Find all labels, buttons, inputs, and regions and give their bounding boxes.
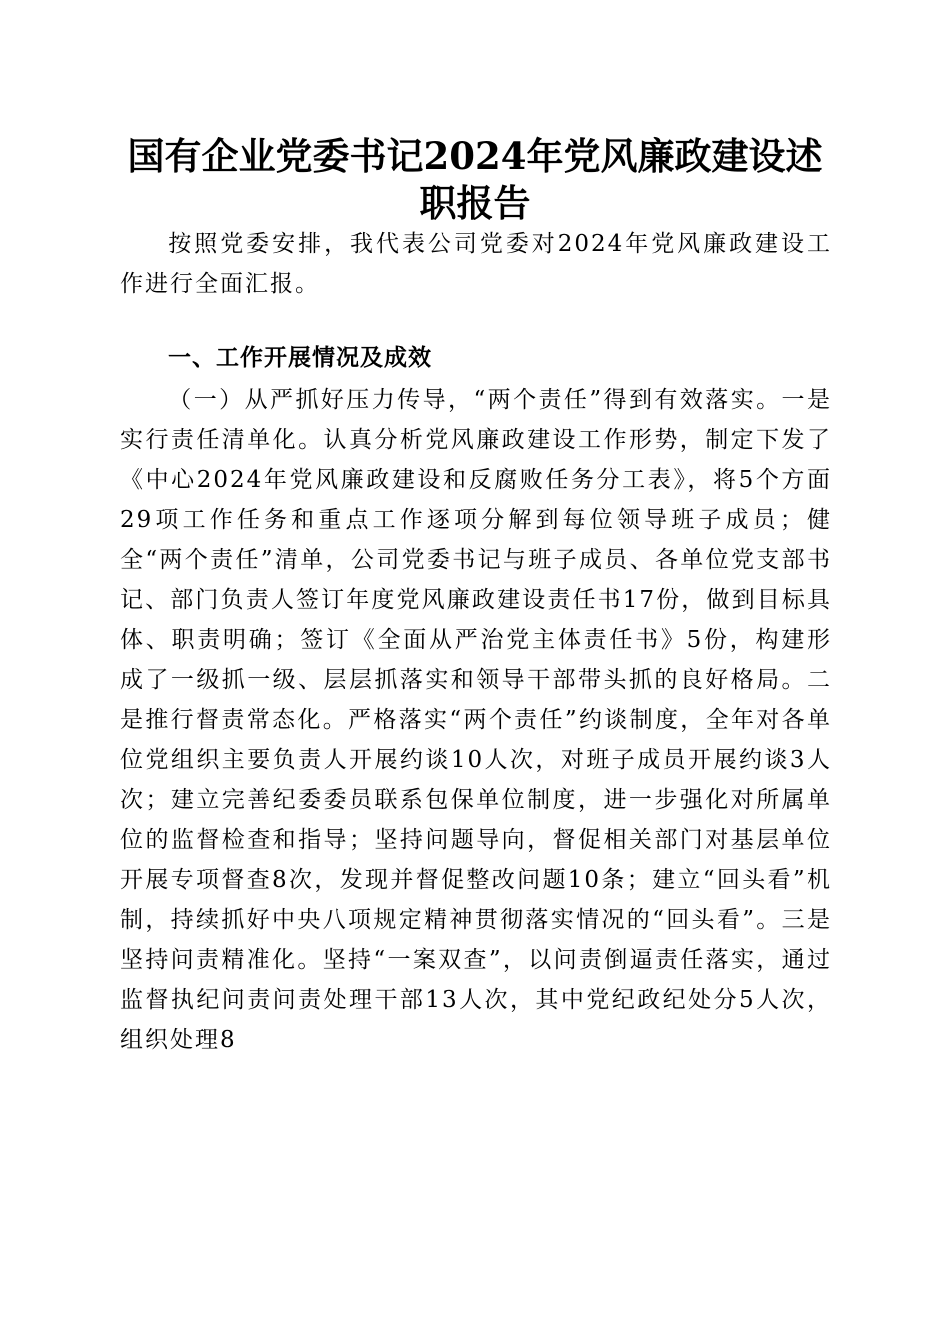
body-paragraph: （一）从严抓好压力传导，“两个责任”得到有效落实。一是实行责任清单化。认真分析党风廉政建设工作形势，制定下发了《中心2024年党风廉政建设和反腐败任务分工表》，将5个方面29项工作任务和重点工作逐项分解到每位领导班子成员；健全“两个责任”清单，公司党委书记与班子成员、各单位党支部书记、部门负责人签订年度党风廉政建设责任书17份，做到目标具体、职责明确；签订《全面从严治党主体责任书》5份，构建形成了一级抓一级、层层抓落实和领导干部带头抓的良好格局。二是推行督责常态化。严格落实“两个责任”约谈制度，全年对各单位党组织主要负责人开展约谈10人次，对班子成员开展约谈3人次；建立完善纪委委员联系包保单位制度，进一步强化对所属单位的监督检查和指导；坚持问题导向，督促相关部门对基层单位开展专项督查8次，发现并督促整改问题10条；建立“回头看”机制，持续抓好中央八项规定精神贯彻落实情况的“回头看”。三是坚持问责精准化。坚持“一案双查”，以问责倒逼责任落实，通过监督执纪问责问责处理干部13人次，其中党纪政纪处分5人次，组织处理8 bbox=[120, 387, 832, 1053]
document-title: 国有企业党委书记2024年党风廉政建设述职报告 bbox=[127, 134, 823, 225]
section-heading: 一、工作开展情况及成效 bbox=[168, 345, 432, 371]
intro-paragraph: 按照党委安排，我代表公司党委对2024年党风廉政建设工作进行全面汇报。 bbox=[120, 231, 832, 297]
